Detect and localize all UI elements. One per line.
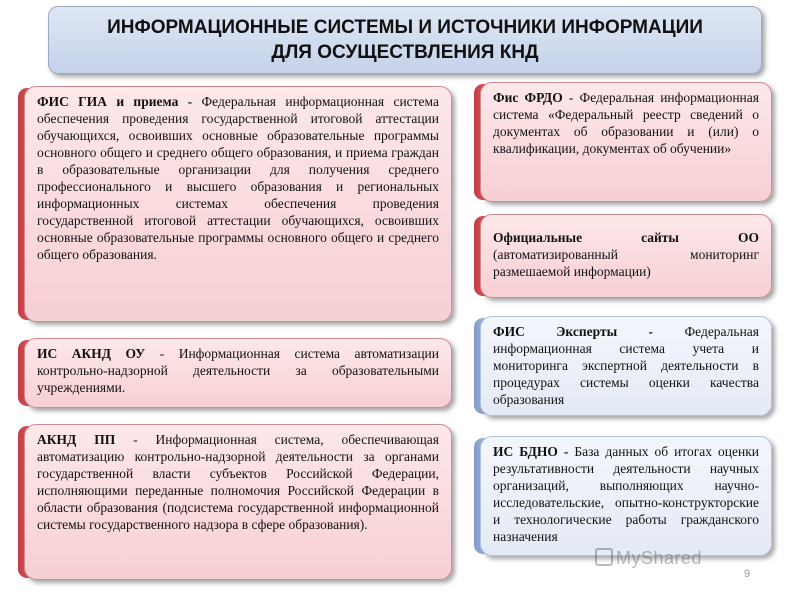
fis-gia-term: ФИС ГИА и приема - [37, 94, 193, 109]
slide-title-line-1: ИНФОРМАЦИОННЫЕ СИСТЕМЫ И ИСТОЧНИКИ ИНФОРМАЦИИ [107, 17, 703, 38]
official-sites-term: Официальные сайты ОО [493, 230, 759, 245]
slide-title-line-2: ДЛЯ ОСУЩЕСТВЛЕНИЯ КНД [271, 42, 539, 63]
is-bdno-term: ИС БДНО - [493, 444, 569, 459]
page-number: 9 [744, 568, 751, 580]
is-bdno-description: База данных об итогах оценки результативности деятельности научных организаций, выполняющих научно-исследовательские, опытно-конструкторские и технологические работы гражданского назначения [493, 444, 759, 544]
fis-experts-box [480, 316, 772, 416]
official-sites-description: (автоматизированный мониторинг размешаемой информации) [493, 247, 759, 279]
official-sites-box [480, 214, 772, 298]
fis-experts-term: ФИС Эксперты - [493, 324, 654, 339]
aknd-pp-box [24, 424, 452, 580]
fis-frdo-box [480, 82, 772, 202]
aknd-pp-description: - Информационная система, обеспечивающая автоматизацию контрольно-надзорной деятельности за органами государственной власти субъектов Российской Федерации, исполняющими переданные полномочия Российской Федерации в области образования (подсистема государственной информационной системы государственного надзора в сфере образования). [37, 432, 440, 532]
watermark [595, 548, 702, 569]
watermark-text: MyShared [616, 548, 703, 568]
fis-frdo-term: Фис ФРДО [493, 90, 563, 105]
is-bdno-box [480, 436, 772, 556]
is-aknd-ou-description: - Информационная система автоматизации контрольно-надзорной деятельности за образовательными учреждениями. [37, 346, 439, 395]
fis-gia-description: Федеральная информационная система обеспечения проведения государственной итоговой аттестации обучающихся, освоивших основные образовательные программы основного общего и среднего общего образования, и приема граждан в образовательные организации для получения среднего профессионального и высшего образования и региональных информационных системах обеспечения проведения государственной итоговой аттестации обучающихся, освоивших основные образовательные программы основного общего и среднего общего образования. [37, 94, 439, 262]
fis-frdo-description: - Федеральная информационная система «Федеральный реестр сведений о документах об образовании и (или) о квалификации, документах об обучении» [493, 90, 759, 156]
is-aknd-ou-box [24, 338, 452, 408]
aknd-pp-term: АКНД ПП [37, 432, 116, 447]
fis-gia-box [24, 86, 452, 322]
myshared-logo-icon [595, 548, 613, 566]
slide-title [48, 6, 762, 74]
is-aknd-ou-term: ИС АКНД ОУ [37, 346, 146, 361]
fis-experts-description: Федеральная информационная система учета и мониторинга экспертной деятельности в процедурах системы оценки качества образования [493, 324, 759, 407]
